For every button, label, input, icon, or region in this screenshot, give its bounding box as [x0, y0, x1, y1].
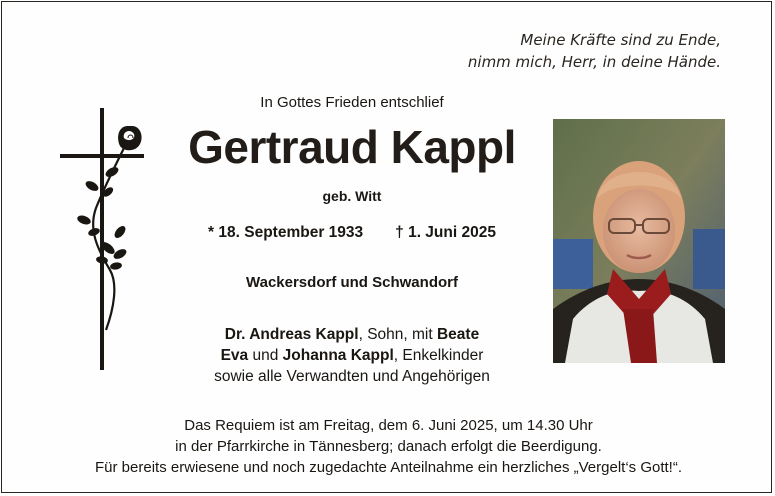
cross-with-rose-icon [58, 108, 148, 370]
mourners-line-3: sowie alle Verwandten und Angehörigen [214, 368, 490, 385]
quote-line-2: nimm mich, Herr, in deine Hände. [467, 53, 721, 71]
service-line-1: Das Requiem ist am Freitag, dem 6. Juni 2025, um 14.30 Uhr [184, 417, 593, 434]
mourner-relation-2: , Enkelkinder [393, 347, 484, 364]
mourners-line-1 [152, 324, 552, 345]
service-line-2: in der Pfarrkirche in Tännesberg; danach erfolgt die Beerdigung. [175, 438, 602, 455]
mourner-grandchild-2: Johanna Kappl [282, 347, 394, 364]
mourner-relation: , Sohn, mit [358, 326, 437, 343]
intro-line: In Gottes Frieden entschlief [260, 94, 444, 111]
maiden-name: geb. Witt [322, 188, 382, 204]
service-details [22, 415, 755, 478]
life-dates [152, 224, 552, 242]
mourner-son: Dr. Andreas Kappl [224, 326, 359, 343]
deceased-name: Gertraud Kappl [188, 121, 516, 173]
bible-quote [468, 29, 721, 73]
quote-line-1: Meine Kräfte sind zu Ende, [520, 31, 721, 49]
mourners [152, 324, 552, 387]
service-line-3: Für bereits erwiesene und noch zugedachte Anteilnahme ein herzliches „Vergelt‘s Gott!“. [95, 459, 682, 476]
mourners-line-2 [152, 345, 552, 366]
birth-date: * 18. September 1933 [208, 224, 364, 241]
portrait-photo [553, 119, 725, 363]
mourner-connector: und [248, 347, 283, 364]
death-date: † 1. Juni 2025 [395, 224, 496, 241]
obituary-card [1, 1, 772, 493]
mourner-spouse: Beate [436, 326, 480, 343]
mourner-grandchild-1: Eva [220, 347, 249, 364]
places: Wackersdorf und Schwandorf [246, 274, 458, 291]
